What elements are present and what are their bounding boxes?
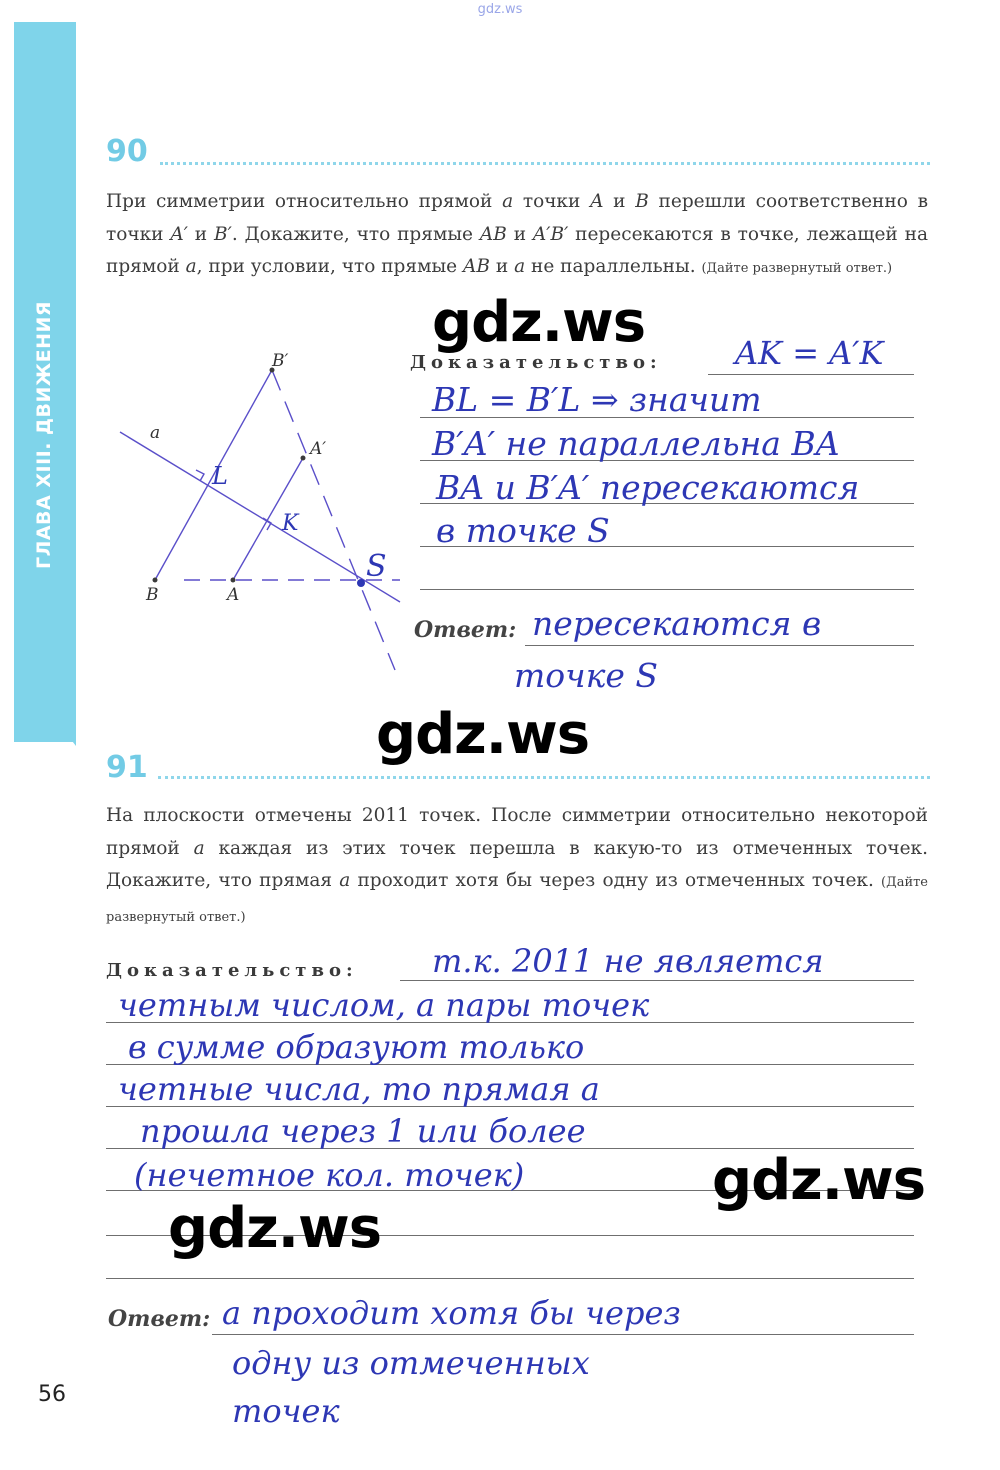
label-L: L: [212, 462, 228, 490]
watermark-3: gdz.ws: [712, 1148, 926, 1213]
t91-rule-1: [400, 980, 914, 981]
task-number-90: 90: [106, 134, 148, 169]
task-91-hint: (Дайте развернутый ответ.): [106, 875, 928, 925]
task-91-answer-line-2: одну из отмеченных: [232, 1344, 590, 1382]
task-90-proof-line-1: AK = A′K: [735, 334, 884, 372]
label-a: a: [150, 423, 161, 443]
task-91-proof-label: Доказательство:: [106, 960, 358, 981]
top-watermark: gdz.ws: [477, 2, 523, 17]
proof-rule-1: [708, 374, 914, 375]
task-90-dotted-line: [160, 162, 930, 165]
task-91-proof-line-2: четным числом, а пары точек: [118, 986, 650, 1024]
task-91-answer-line-3: точек: [232, 1392, 340, 1430]
t91-answer-rule: [212, 1334, 914, 1335]
task-91-answer-line-1: a проходит хотя бы через: [222, 1294, 681, 1332]
task-91-dotted-line: [158, 776, 930, 779]
task-90-answer-label: Ответ:: [414, 617, 517, 643]
task-90-statement: При симметрии относительно прямой a точки A и B перешли соответственно в точки A′ и B′. Докажите, что прямые AB и A′B′ пересекаются в точке, лежащей на прямой a, при условии, что прямые AB и a не параллельны. (Дайте развернутый ответ.): [106, 191, 928, 277]
proof-rule-6: [420, 589, 914, 590]
task-90-figure: [100, 340, 420, 680]
point-B: [153, 578, 158, 583]
task-90-proof-label: Доказательство:: [410, 352, 662, 373]
point-A: [231, 578, 236, 583]
task-91-answer-label: Ответ:: [108, 1306, 211, 1332]
task-90-hint: (Дайте развернутый ответ.): [701, 261, 893, 276]
task-91-proof-line-4: четные числа, то прямая a: [118, 1070, 600, 1108]
point-S: [357, 579, 365, 587]
page-number: 56: [38, 1382, 66, 1407]
label-A-prime: A′: [310, 439, 327, 459]
task-91-statement: На плоскости отмечены 2011 точек. После симметрии относительно некоторой прямой a каждая из этих точек перешла в какую-то из отмеченных точек. Докажите, что прямая a проходит хотя бы через одну из отмеченных точек. (Дайте развернутый ответ.): [106, 805, 928, 925]
point-A-prime: [301, 456, 306, 461]
label-S: S: [366, 549, 387, 584]
task-91-proof-line-6: (нечетное кол. точек): [134, 1156, 525, 1194]
task-91-proof-line-1: т.к. 2011 не является: [432, 942, 824, 980]
answer-rule-1: [525, 645, 914, 646]
task-90-proof-line-2: BL = B′L ⇒ значит: [432, 380, 762, 419]
task-90-proof-line-4: BA и B′A′ пересекаются: [436, 468, 860, 507]
line-a: [120, 432, 400, 602]
task-91-proof-line-3: в сумме образуют только: [128, 1028, 585, 1066]
task-90-answer-line-1: пересекаются в: [532, 604, 822, 643]
task-number-91: 91: [106, 750, 148, 785]
chapter-title: ГЛАВА XIII. ДВИЖЕНИЯ: [33, 300, 55, 570]
watermark-4: gdz.ws: [168, 1196, 382, 1261]
label-B-prime: B′: [272, 351, 289, 371]
watermark-2: gdz.ws: [376, 702, 590, 767]
task-90-proof-line-3: B′A′ не параллельна BA: [432, 424, 840, 463]
label-A: A: [227, 585, 240, 605]
label-B: B: [146, 585, 159, 605]
task-90-proof-line-5: в точке S: [436, 511, 610, 550]
task-91-proof-line-5: прошла через 1 или более: [140, 1112, 586, 1150]
watermark-1: gdz.ws: [432, 290, 646, 355]
task-90-answer-line-2: точке S: [514, 656, 659, 695]
t91-rule-8: [106, 1278, 914, 1279]
label-K: K: [282, 511, 299, 536]
